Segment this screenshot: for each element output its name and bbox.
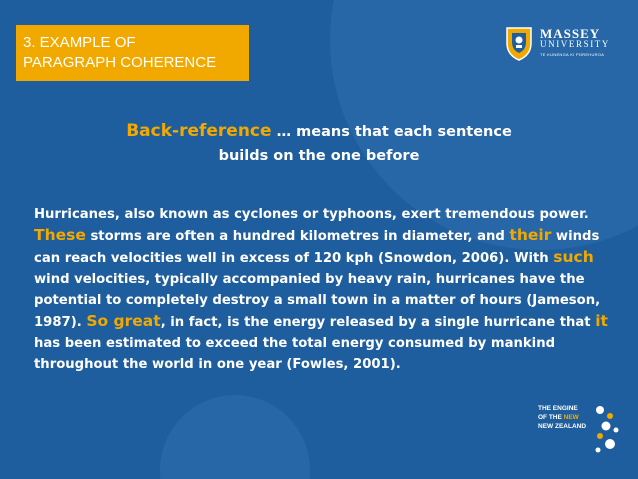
heading-rest: … means that each sentence (271, 124, 512, 140)
slide-heading (0, 119, 638, 168)
engine-line-2-a: OF THE (538, 414, 564, 421)
paragraph-highlight: So great (86, 312, 161, 330)
dots-icon (586, 404, 628, 456)
example-paragraph (34, 204, 614, 375)
paragraph-text: , in fact, is the energy released by a single hurricane that (160, 315, 596, 330)
heading-line-2: builds on the one before (218, 148, 420, 164)
logo-name-2: UNIVERSITY (540, 39, 610, 49)
logo-name: MASSEY (540, 26, 601, 41)
heading-line-1 (0, 119, 638, 144)
engine-text (538, 404, 586, 431)
engine-line-3: NEW ZEALAND (538, 423, 587, 430)
massey-logo (503, 25, 618, 61)
title-line-1: 3. EXAMPLE OF (23, 34, 136, 51)
paragraph-text: winds can reach velocities well in excess of 120 kph (Snowdon, 2006). With (34, 229, 600, 266)
decorative-circle-small (160, 395, 310, 479)
heading-highlight: Back-reference (126, 121, 272, 141)
engine-line-1: THE ENGINE (538, 405, 578, 412)
crest-icon (503, 25, 535, 61)
paragraph-text: wind velocities, typically accompanied by heavy rain, hurricanes have the potential to completely destroy a small town in a matter of hours (Jameson, 1987). (34, 272, 601, 330)
paragraph-text: Hurricanes, also known as cyclones or typhoons, exert tremendous power. (34, 207, 589, 222)
paragraph-text: has been estimated to exceed the total energy consumed by mankind throughout the world in one year (Fowles, 2001). (34, 336, 556, 372)
engine-line-2 (538, 413, 586, 422)
logo-motto: TE KUNENGA KI PŪREHUROA (540, 52, 605, 57)
title-box (16, 25, 249, 81)
paragraph-highlight: such (553, 248, 594, 266)
paragraph-highlight: their (509, 226, 552, 244)
engine-tagline (538, 404, 628, 456)
paragraph-highlight: These (34, 226, 86, 244)
title-line-2: PARAGRAPH COHERENCE (23, 54, 217, 71)
paragraph-highlight: it (595, 312, 608, 330)
engine-line-2-highlight: NEW (563, 414, 579, 421)
paragraph-text: storms are often a hundred kilometres in diameter, and (85, 229, 510, 244)
